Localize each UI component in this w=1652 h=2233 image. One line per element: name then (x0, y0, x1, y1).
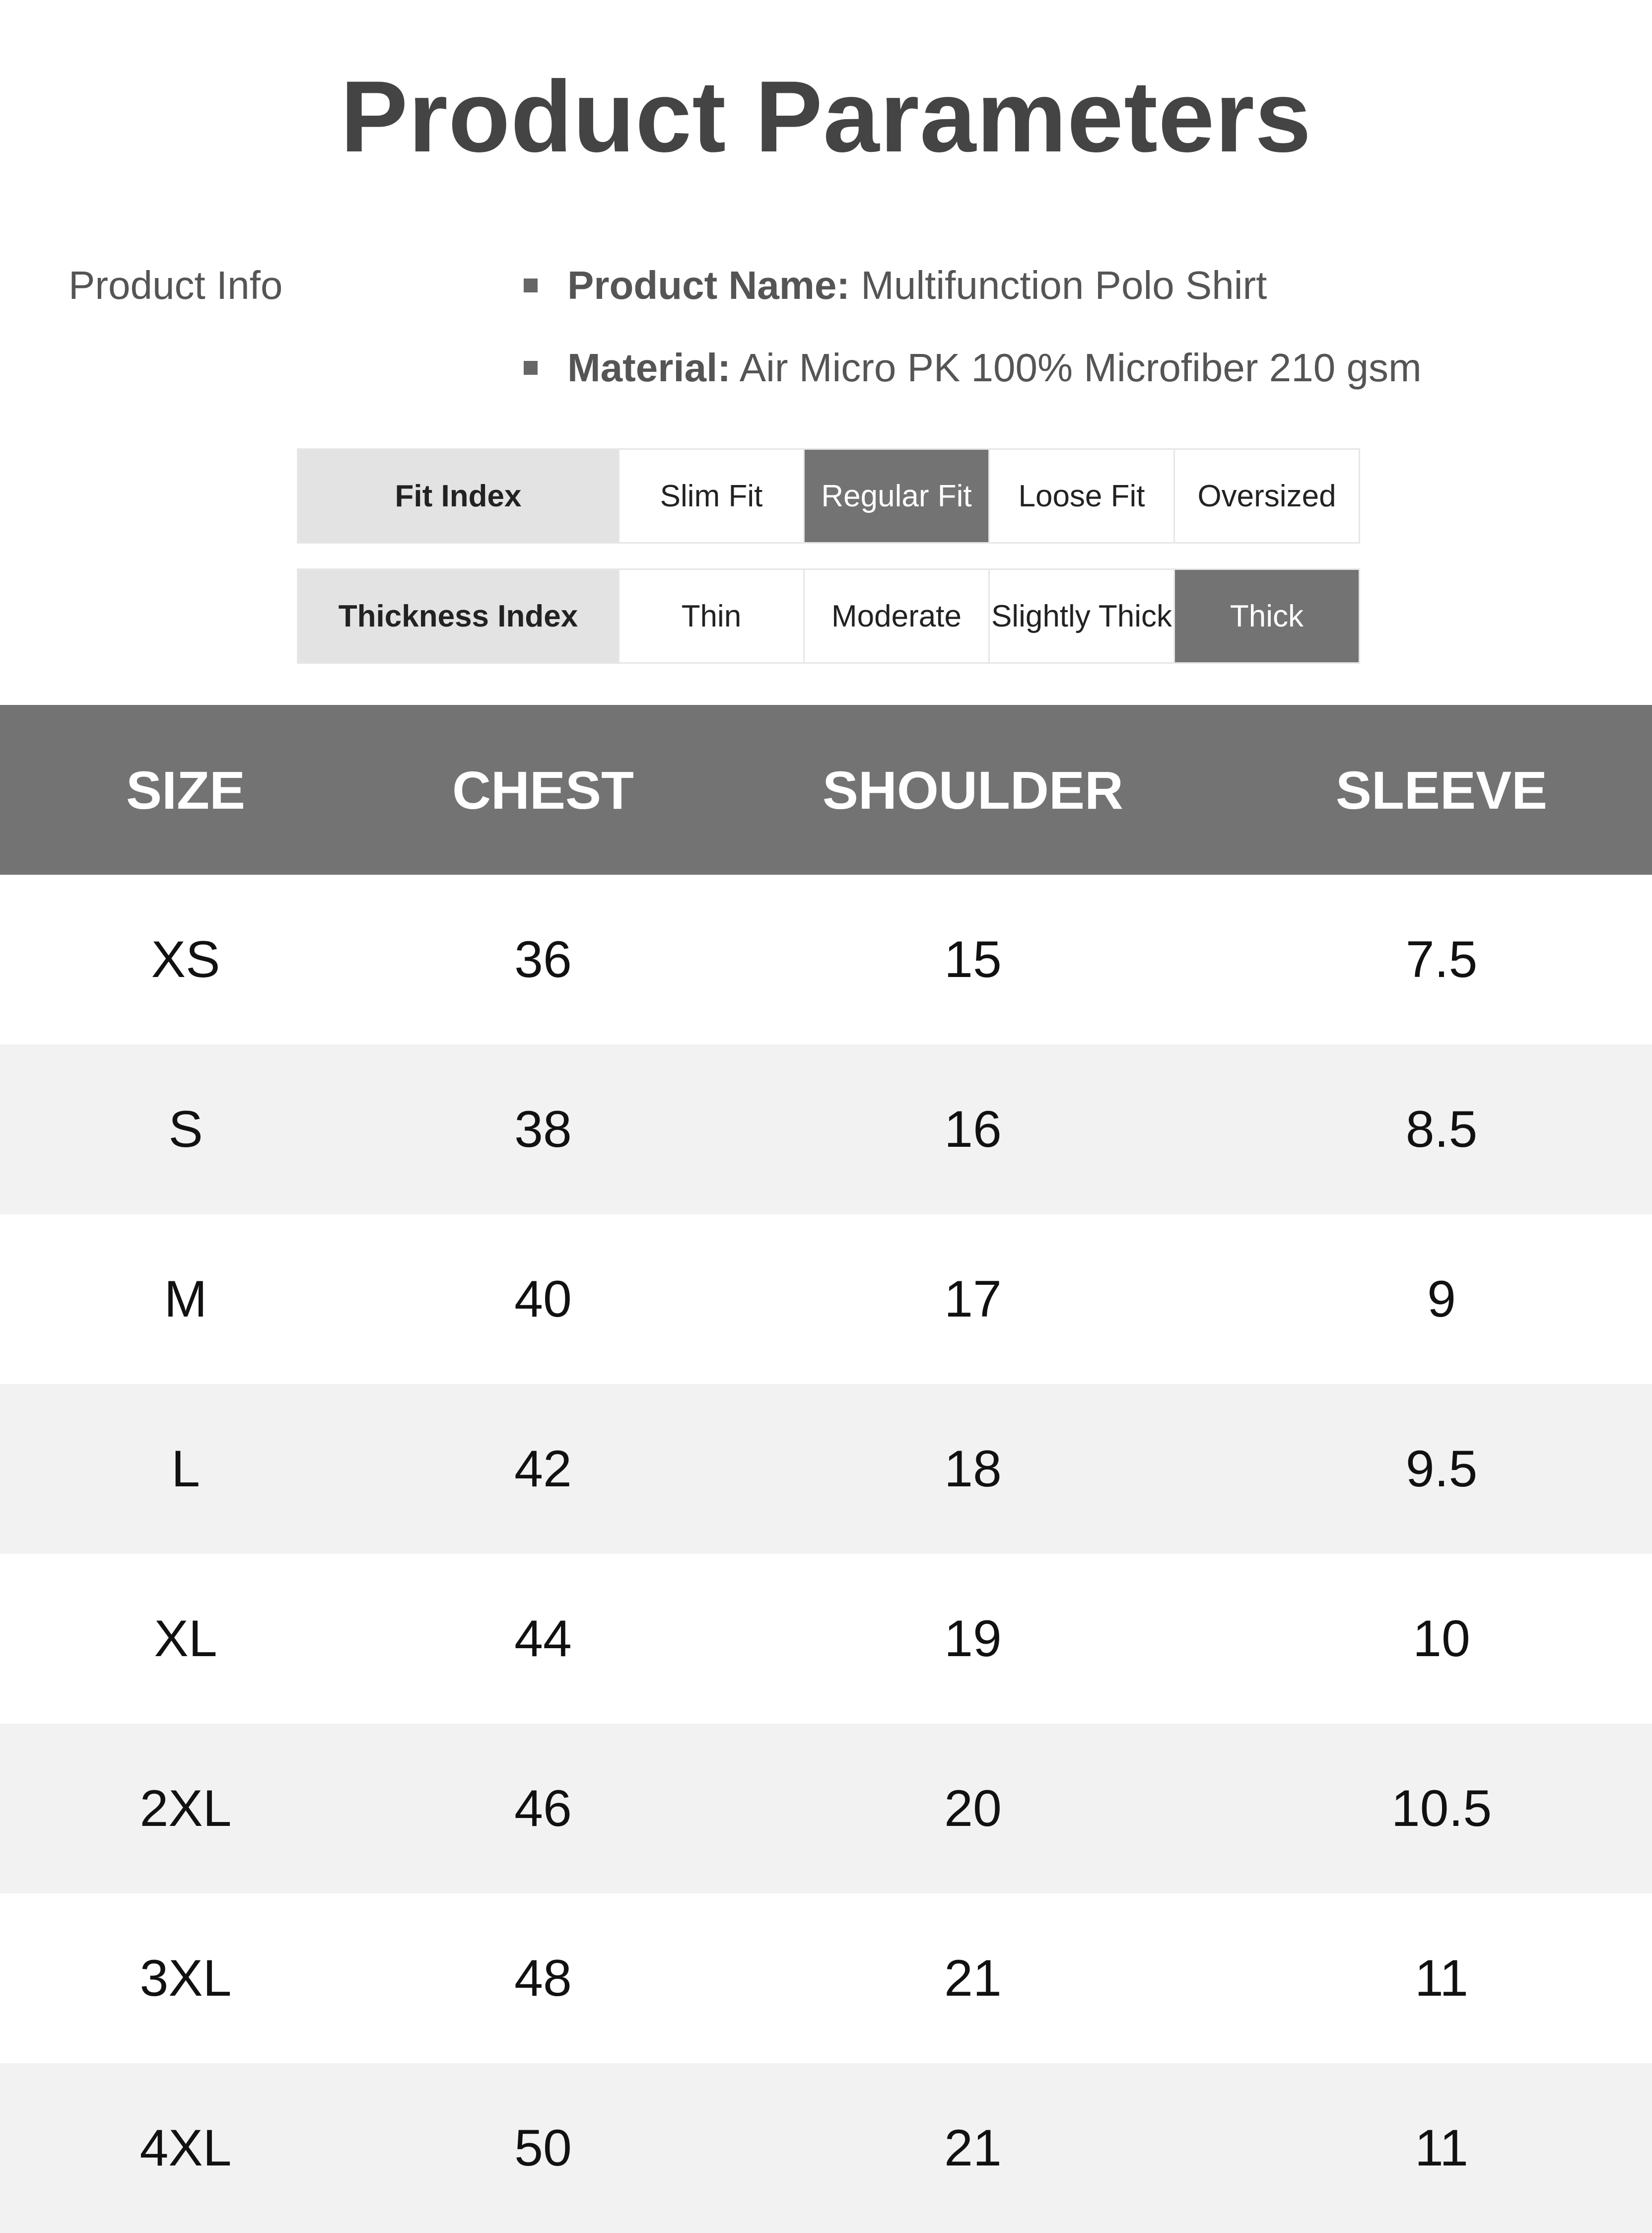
material-line (524, 341, 1422, 395)
cell-sleeve: 8.5 (1405, 1100, 1478, 1158)
cell-sleeve: 10 (1413, 1609, 1470, 1668)
square-bullet-icon (524, 361, 538, 375)
table-row (0, 1045, 1652, 1214)
table-row (0, 1214, 1652, 1384)
header-chest: CHEST (452, 760, 634, 820)
cell-size: M (164, 1270, 207, 1328)
cell-shoulder: 15 (944, 930, 1002, 988)
cell-size: 3XL (139, 1949, 232, 2007)
header-sleeve: SLEEVE (1335, 760, 1548, 820)
table-row (0, 1384, 1652, 1554)
page-title: Product Parameters (340, 60, 1312, 173)
cell-shoulder: 21 (944, 1949, 1002, 2007)
cell-size: 2XL (139, 1779, 232, 1837)
cell-sleeve: 11 (1415, 2119, 1468, 2177)
cell-sleeve: 9.5 (1405, 1440, 1478, 1498)
cell-chest: 36 (514, 930, 572, 988)
thickness-index-label: Thickness Index (298, 570, 618, 662)
fit-option-loose: Loose Fit (988, 450, 1173, 542)
cell-shoulder: 20 (944, 1779, 1002, 1837)
product-info-label: Product Info (69, 263, 283, 307)
cell-sleeve: 7.5 (1405, 930, 1478, 988)
fit-index-table (297, 448, 1360, 544)
cell-shoulder: 17 (944, 1270, 1002, 1328)
fit-option-regular: Regular Fit (803, 450, 988, 542)
product-name-line (524, 258, 1267, 313)
cell-size: XL (154, 1609, 217, 1668)
fit-option-oversized: Oversized (1173, 450, 1359, 542)
cell-shoulder: 16 (944, 1100, 1002, 1158)
square-bullet-icon (524, 279, 538, 292)
size-chart-table (0, 705, 1652, 2233)
cell-chest: 48 (514, 1949, 572, 2007)
size-chart-header (0, 705, 1652, 875)
thickness-option-thin: Thin (618, 570, 803, 662)
header-shoulder: SHOULDER (822, 760, 1124, 820)
thickness-option-thick: Thick (1173, 570, 1359, 662)
cell-sleeve: 10.5 (1391, 1779, 1492, 1837)
cell-chest: 44 (514, 1609, 572, 1668)
table-row (0, 2063, 1652, 2233)
cell-sleeve: 9 (1427, 1270, 1456, 1328)
product-name-key: Product Name: (567, 263, 850, 307)
cell-size: 4XL (139, 2119, 232, 2177)
cell-size: S (168, 1100, 203, 1158)
cell-shoulder: 19 (944, 1609, 1002, 1668)
table-row (0, 1554, 1652, 1724)
cell-sleeve: 11 (1415, 1949, 1468, 2007)
cell-shoulder: 18 (944, 1440, 1002, 1498)
cell-size: XS (151, 930, 220, 988)
header-size: SIZE (126, 760, 246, 820)
table-row (0, 875, 1652, 1045)
material-key: Material: (567, 346, 731, 390)
thickness-option-slightly-thick: Slightly Thick (988, 570, 1173, 662)
cell-chest: 46 (514, 1779, 572, 1837)
cell-chest: 38 (514, 1100, 572, 1158)
fit-index-label: Fit Index (298, 450, 618, 542)
table-row (0, 1893, 1652, 2063)
cell-size: L (171, 1440, 200, 1498)
cell-shoulder: 21 (944, 2119, 1002, 2177)
thickness-index-table (297, 568, 1360, 664)
fit-option-slim: Slim Fit (618, 450, 803, 542)
cell-chest: 42 (514, 1440, 572, 1498)
thickness-option-moderate: Moderate (803, 570, 988, 662)
cell-chest: 40 (514, 1270, 572, 1328)
product-name-value: Multifunction Polo Shirt (861, 263, 1267, 307)
cell-chest: 50 (514, 2119, 572, 2177)
table-row (0, 1724, 1652, 1893)
material-value: Air Micro PK 100% Microfiber 210 gsm (739, 346, 1422, 390)
